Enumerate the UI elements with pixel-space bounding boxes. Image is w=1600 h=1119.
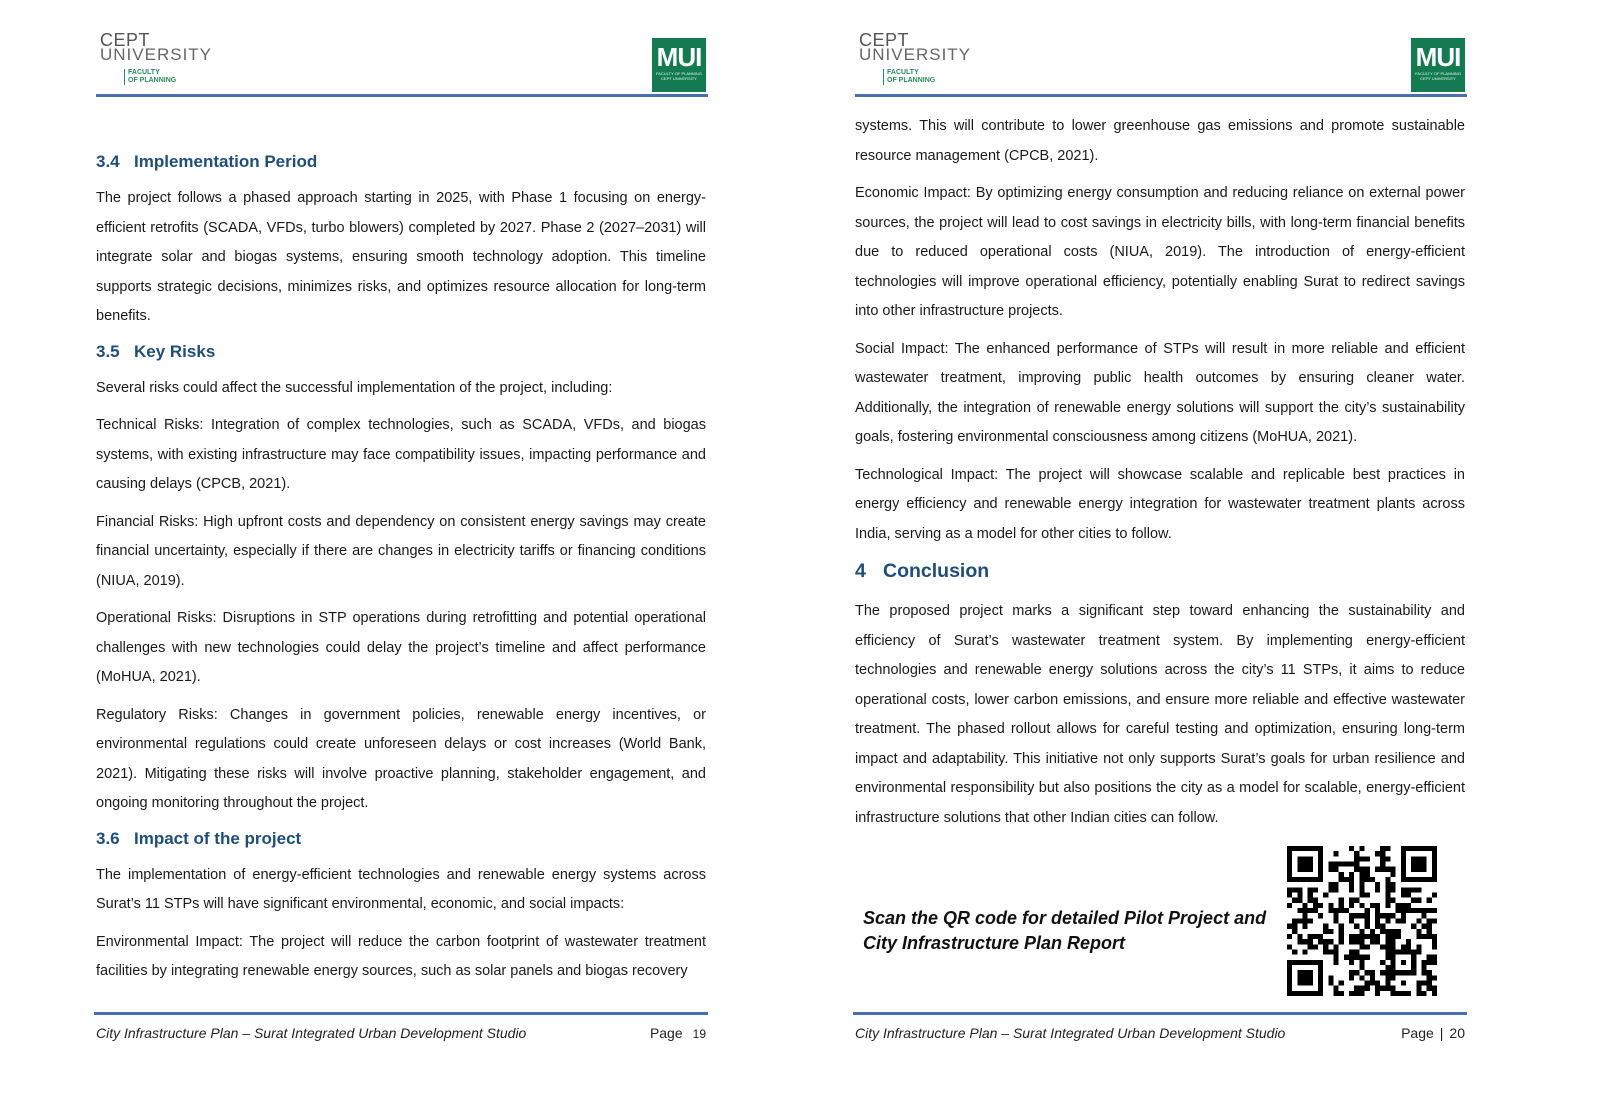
paragraph: Financial Risks: High upfront costs and dependency on consistent energy savings may create financial uncertainty, especially if there are changes in electricity tariffs or financing conditions (NIUA, 2019). bbox=[96, 513, 706, 589]
section-title: Impact of the project bbox=[134, 828, 302, 848]
footer-divider bbox=[853, 1012, 1467, 1015]
footer-divider bbox=[94, 1012, 708, 1015]
qr-caption-line: Scan the QR code for detailed Pilot Project and bbox=[863, 908, 1267, 928]
paragraph: Environmental Impact: The project will reduce the carbon footprint of wastewater treatment facilities by integrating renewable energy sources, such as solar panels and biogas recovery bbox=[96, 933, 706, 979]
paragraph: Economic Impact: By optimizing energy consumption and reducing reliance on external power sources, the project will lead to cost savings in electricity bills, with long-term financial benefits due to reduced operational costs (NIUA, 2019). The introduction of energy-efficient technologies will improve operational efficiency, potentially enabling Surat to redirect savings into other infrastructure projects. bbox=[855, 185, 1465, 319]
logo-text: MUI bbox=[656, 42, 702, 72]
header-divider bbox=[96, 94, 708, 97]
chapter-heading bbox=[855, 557, 1465, 585]
qr-code-icon[interactable] bbox=[1287, 846, 1437, 996]
mui-logo bbox=[652, 38, 706, 92]
header-divider bbox=[855, 94, 1467, 97]
logo-faculty bbox=[883, 69, 935, 85]
page-label: Page bbox=[1401, 1025, 1434, 1041]
paragraph: Social Impact: The enhanced performance of STPs will result in more reliable and efficient wastewater treatment, improving public health outcomes by ensuring cleaner water. Additionally, the integration of renewable energy solutions will support the city’s sustainability goals, fostering environmental consciousness among citizens (MoHUA, 2021). bbox=[855, 340, 1465, 445]
logo-text: UNIVERSITY bbox=[100, 45, 213, 64]
cept-university-logo bbox=[859, 30, 972, 84]
paragraph: Operational Risks: Disruptions in STP operations during retrofitting and potential operational challenges with new technologies could delay the project’s timeline and affect performance (MoHUA, 2021). bbox=[96, 610, 706, 685]
qr-section bbox=[855, 846, 1467, 996]
page-header bbox=[96, 30, 708, 96]
logo-faculty bbox=[124, 69, 176, 85]
section-number: 3.4 bbox=[96, 152, 120, 171]
section-heading bbox=[96, 340, 706, 364]
paragraph: The project follows a phased approach starting in 2025, with Phase 1 focusing on energy-efficient retrofits (SCADA, VFDs, turbo blowers) completed by 2027. Phase 2 (2027–2031) will integrate solar and biogas systems, ensuring smooth technology adoption. This timeline supports strategic decisions, minimizes risks, and optimizes resource allocation for long-term benefits. bbox=[96, 190, 706, 324]
section-number: 3.6 bbox=[96, 828, 120, 848]
page-num-value: 20 bbox=[1449, 1025, 1465, 1041]
chapter-number: 4 bbox=[855, 560, 866, 582]
page-header bbox=[855, 30, 1467, 96]
logo-text: CEPT bbox=[859, 30, 910, 50]
section-heading bbox=[96, 827, 706, 851]
page-label: Page bbox=[649, 1025, 683, 1041]
section-title: Key Risks bbox=[134, 341, 216, 361]
paragraph: Several risks could affect the successful implementation of the project, including: bbox=[96, 379, 613, 396]
footer-title: City Infrastructure Plan – Surat Integrated Urban Development Studio bbox=[855, 1025, 1286, 1041]
qr-caption-line: City Infrastructure Plan Report bbox=[863, 933, 1126, 953]
qr-caption bbox=[863, 906, 1273, 956]
logo-text: OF PLANNING bbox=[128, 77, 177, 84]
paragraph: Technical Risks: Integration of complex technologies, such as SCADA, VFDs, and biogas systems, with existing infrastructure may face compatibility issues, impacting performance and causing delays (CPCB, 2021). bbox=[96, 417, 706, 492]
logo-text: CEPT UNIVERSITY bbox=[661, 76, 697, 81]
page-separator: | bbox=[1439, 1025, 1444, 1041]
logo-text: CEPT UNIVERSITY bbox=[1420, 76, 1456, 81]
logo-text: FACULTY bbox=[128, 69, 160, 76]
logo-text: UNIVERSITY bbox=[859, 45, 972, 64]
logo-text: OF PLANNING bbox=[887, 77, 936, 84]
page-body bbox=[96, 150, 706, 995]
chapter-title: Conclusion bbox=[883, 560, 990, 582]
mui-logo bbox=[1411, 38, 1465, 92]
logo-text: FACULTY OF PLANNING bbox=[1415, 71, 1461, 76]
paragraph: systems. This will contribute to lower greenhouse gas emissions and promote sustainable resource management (CPCB, 2021). bbox=[855, 118, 1465, 164]
logo-text: CEPT bbox=[100, 30, 151, 50]
footer-title: City Infrastructure Plan – Surat Integrated Urban Development Studio bbox=[96, 1025, 527, 1041]
page-number bbox=[1401, 1025, 1465, 1041]
logo-text: FACULTY OF PLANNING bbox=[656, 71, 702, 76]
document-page-20 bbox=[855, 0, 1467, 1119]
section-title: Implementation Period bbox=[134, 152, 318, 171]
document-page-19 bbox=[96, 0, 708, 1119]
cept-university-logo bbox=[100, 30, 213, 84]
page-body bbox=[855, 112, 1465, 841]
section-heading bbox=[96, 150, 706, 174]
paragraph: The proposed project marks a significant step toward enhancing the sustainability and efficiency of Surat’s wastewater treatment system. By implementing energy-efficient technologies and renewable energy solutions across the city’s 11 STPs, it aims to reduce operational costs, lower carbon emissions, and ensure more reliable and effective wastewater treatment. The phased rollout allows for careful testing and optimization, ensuring long-term impact and adaptability. This initiative not only supports Surat’s goals for urban resilience and environmental responsibility but also positions the city as a model for scalable, energy-efficient infrastructure solutions that other Indian cities can follow. bbox=[855, 603, 1465, 826]
page-num-value: 19 bbox=[692, 1027, 706, 1041]
paragraph: Technological Impact: The project will showcase scalable and replicable best practices in energy efficiency and renewable energy integration for wastewater treatment plants across India, serving as a model for other cities to follow. bbox=[855, 466, 1465, 542]
logo-text: FACULTY bbox=[887, 69, 919, 76]
paragraph: The implementation of energy-efficient technologies and renewable energy systems across Surat’s 11 STPs will have significant environmental, economic, and social impacts: bbox=[96, 866, 706, 912]
logo-text: MUI bbox=[1415, 42, 1461, 72]
page-number bbox=[650, 1025, 706, 1041]
paragraph: Regulatory Risks: Changes in government policies, renewable energy incentives, or environmental regulations could create unforeseen delays or cost increases (World Bank, 2021). Mitigating these risks will involve proactive planning, stakeholder engagement, and ongoing monitoring throughout the project. bbox=[96, 706, 706, 811]
section-number: 3.5 bbox=[96, 341, 120, 361]
